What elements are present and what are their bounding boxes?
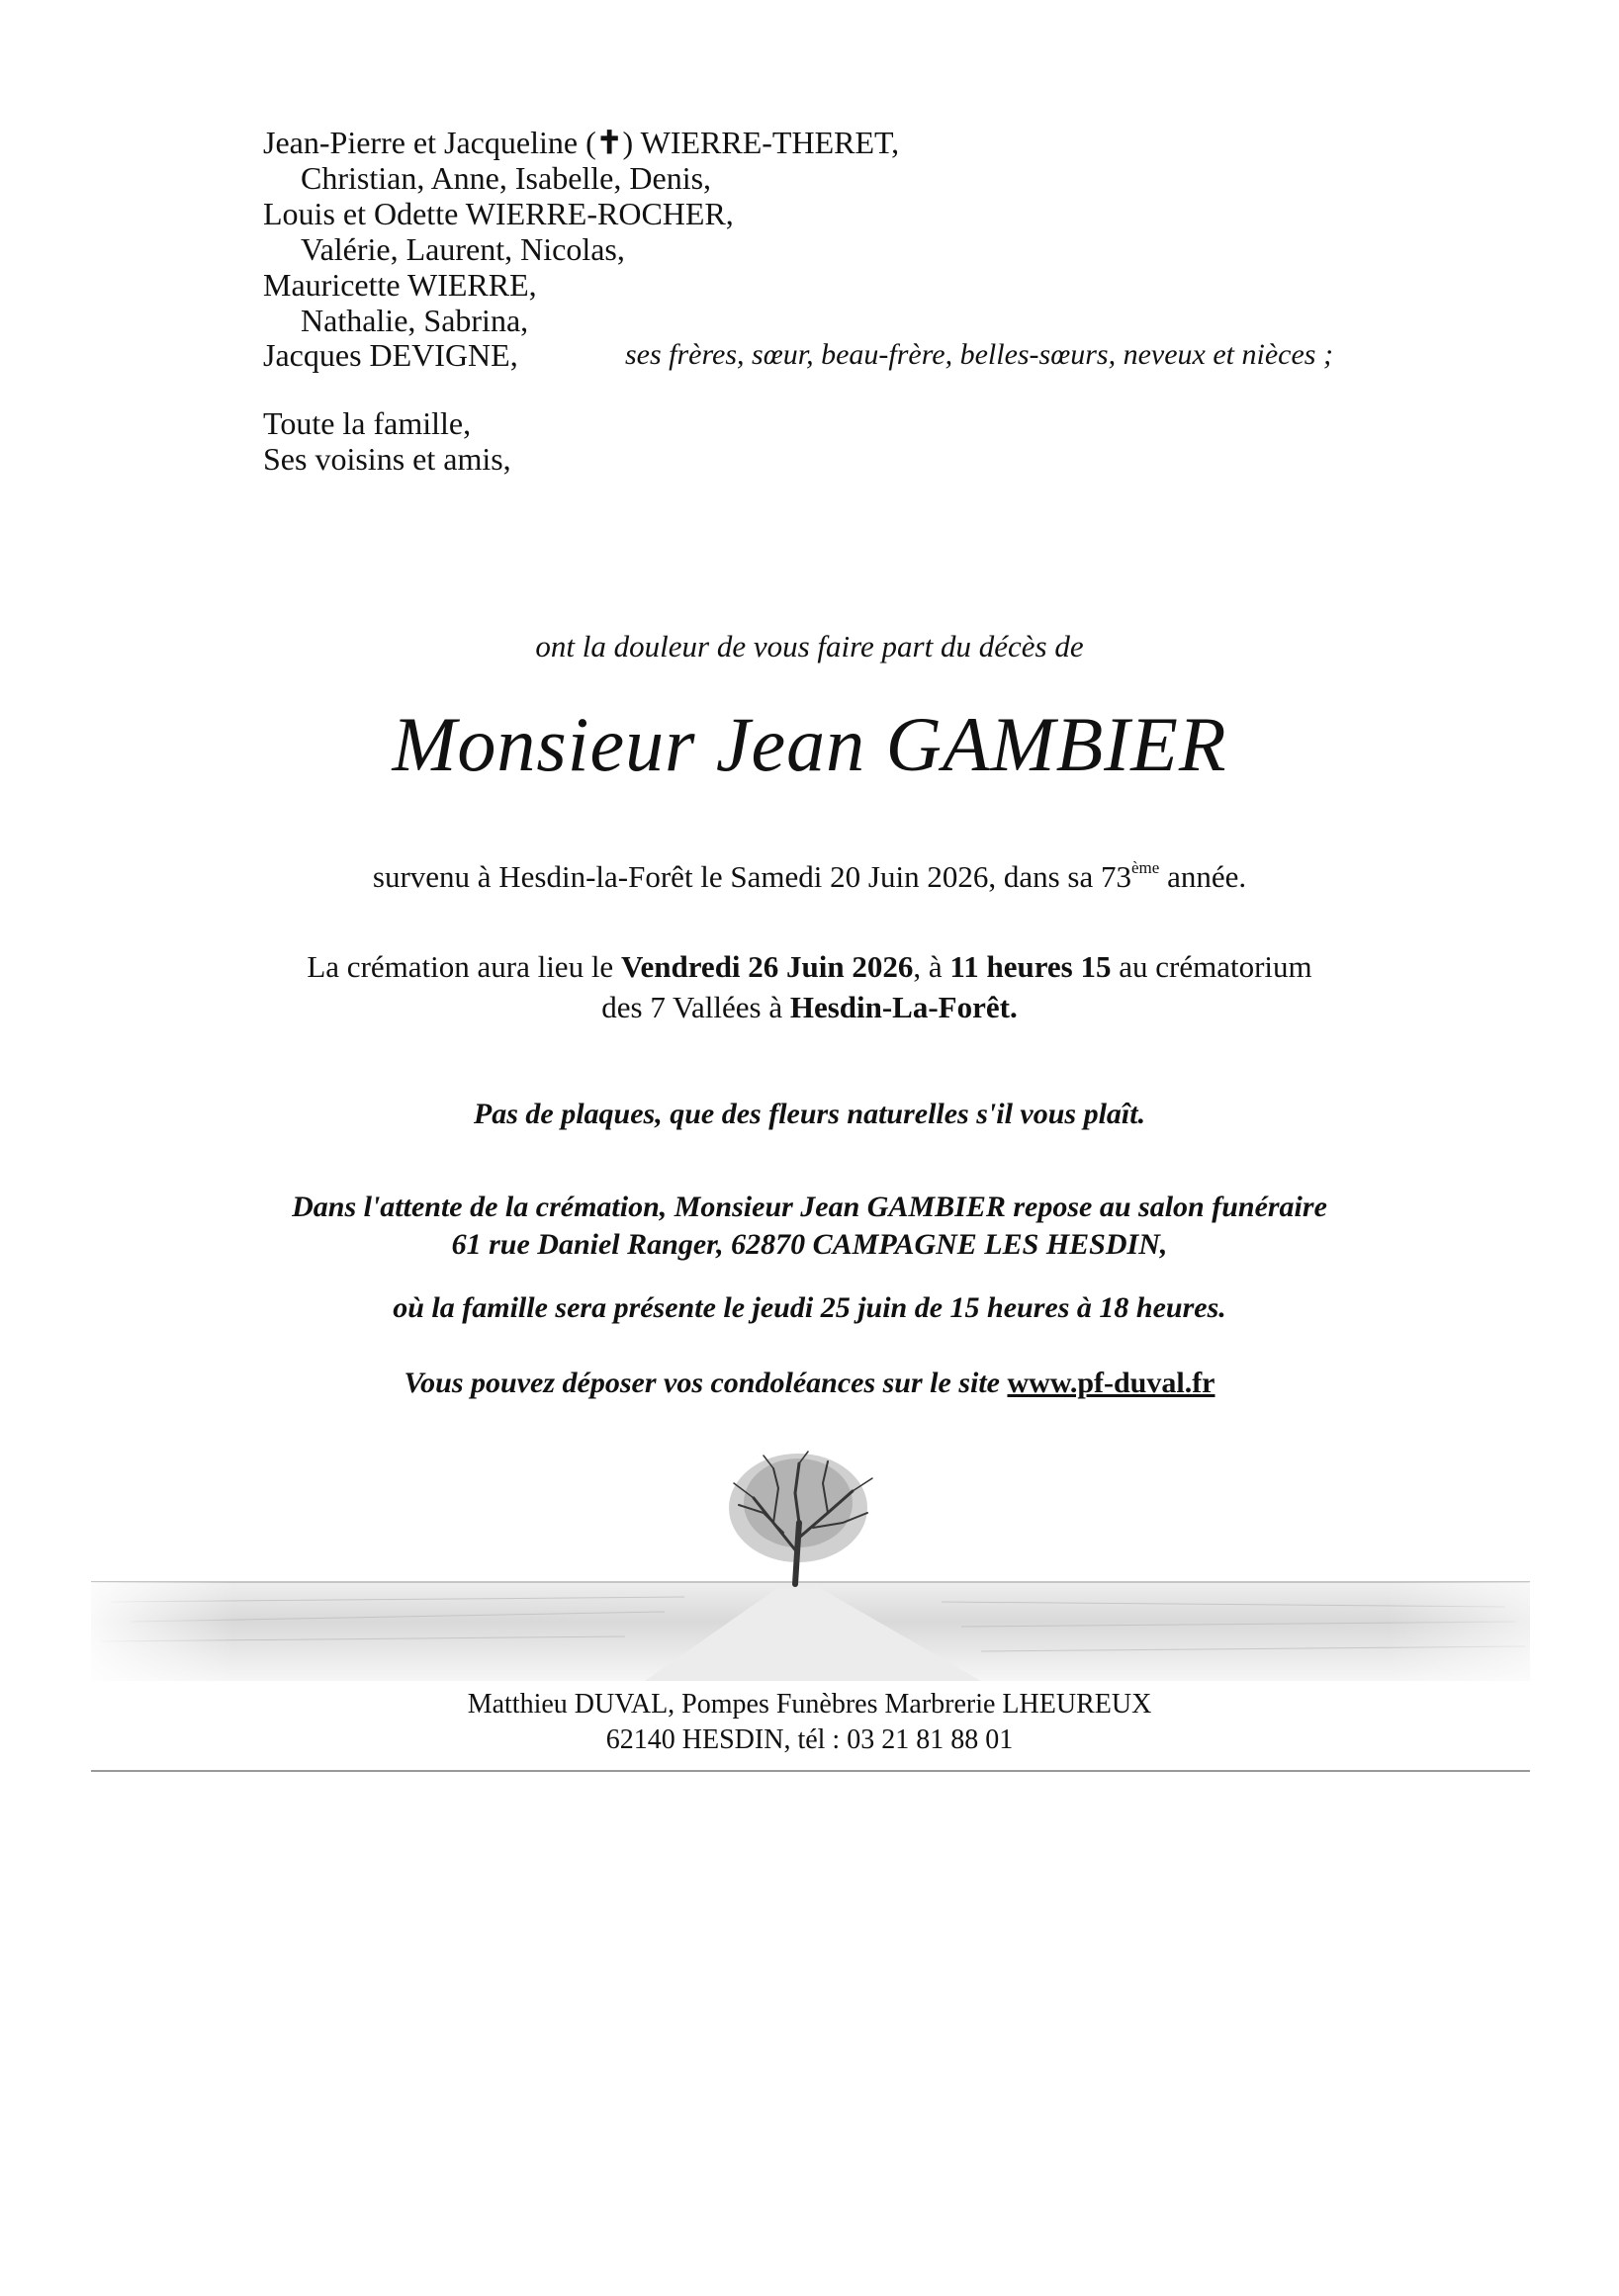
family-line-4: Valérie, Laurent, Nicolas, (301, 231, 625, 267)
bottom-divider (91, 1770, 1530, 1772)
cremation-part1: La crémation aura lieu le (307, 949, 621, 984)
family-line-1-after: ) WIERRE-THERET, (622, 125, 900, 160)
cremation-time: 11 heures 15 (949, 949, 1112, 984)
cremation-part4: des 7 Vallées à (601, 990, 790, 1024)
landscape-tree-image (91, 1444, 1530, 1711)
condolences-site-link[interactable]: www.pf-duval.fr (1007, 1367, 1215, 1399)
cremation-line-1 (0, 949, 1619, 985)
cremation-date: Vendredi 26 Juin 2026 (620, 949, 914, 984)
cremation-place: Hesdin-La-Forêt. (789, 990, 1018, 1024)
family-line-2: Christian, Anne, Isabelle, Denis, (301, 160, 712, 196)
family-line-9: Ses voisins et amis, (263, 441, 511, 477)
condolences-text: Vous pouvez déposer vos condoléances sur le site (404, 1367, 1008, 1399)
rest-line-2: 61 rue Daniel Ranger, 62870 CAMPAGNE LES HESDIN, (451, 1228, 1168, 1261)
family-line-5: Mauricette WIERRE, (263, 267, 537, 303)
deceased-name: Monsieur Jean GAMBIER (392, 701, 1227, 787)
cross-icon: ✝ (595, 125, 623, 160)
condolences-note (0, 1367, 1619, 1400)
family-line-1-before: Jean-Pierre et Jacqueline ( (263, 125, 596, 160)
death-text-after: année. (1159, 859, 1247, 894)
rest-line-1: Dans l'attente de la crémation, Monsieur Jean GAMBIER repose au salon funéraire (292, 1191, 1327, 1223)
death-superscript: ème (1131, 858, 1160, 877)
presence-note: où la famille sera présente le jeudi 25 juin de 15 heures à 18 heures. (393, 1291, 1226, 1324)
footer-line-1: Matthieu DUVAL, Pompes Funèbres Marbrerie LHEUREUX (467, 1689, 1152, 1720)
family-line-3: Louis et Odette WIERRE-ROCHER, (263, 196, 734, 231)
death-details (0, 858, 1619, 895)
family-line-7: Jacques DEVIGNE, (263, 337, 518, 373)
flowers-note: Pas de plaques, que des fleurs naturelles s'il vous plaît. (473, 1098, 1146, 1130)
cremation-part2: , à (913, 949, 950, 984)
family-line-1 (263, 125, 899, 160)
cremation-line-2 (0, 990, 1619, 1025)
footer-line-2: 62140 HESDIN, tél : 03 21 81 88 01 (605, 1724, 1014, 1755)
announcement-text: ont la douleur de vous faire part du décès de (535, 629, 1084, 663)
cremation-part3: au crématorium (1111, 949, 1312, 984)
death-text-before: survenu à Hesdin-la-Forêt le Samedi 20 Juin 2026, dans sa 73 (372, 859, 1131, 894)
family-relation: ses frères, sœur, beau-frère, belles-sœurs, neveux et nièces ; (625, 338, 1333, 371)
family-line-8: Toute la famille, (263, 405, 472, 441)
family-line-6: Nathalie, Sabrina, (301, 303, 529, 338)
